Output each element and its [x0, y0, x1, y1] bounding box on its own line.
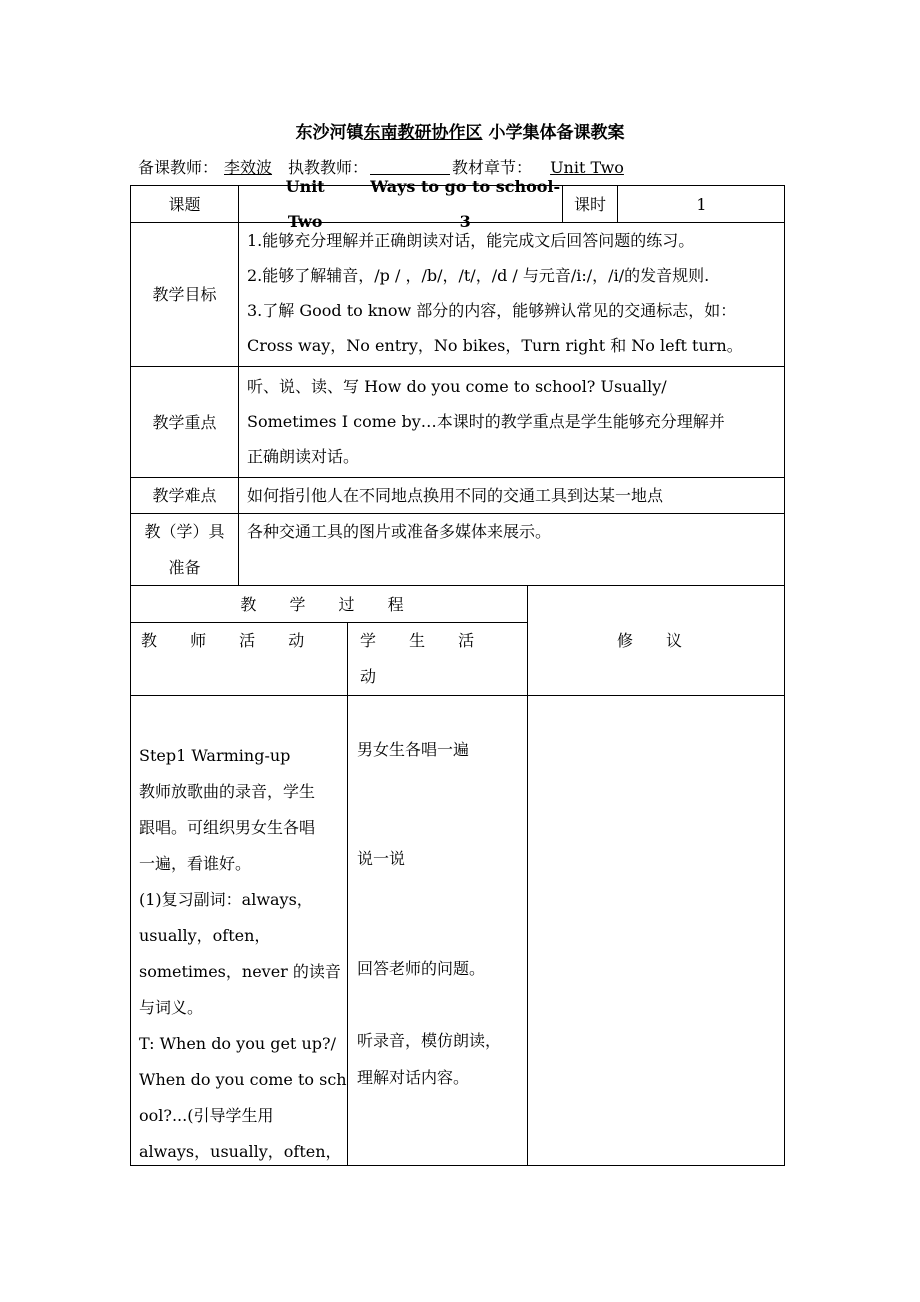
revision-header-cell [527, 585, 785, 695]
difficulty-text: 如何指引他人在不同地点换用不同的交通工具到达某一地点 [247, 486, 664, 505]
difficulty-label: 教学难点 [152, 486, 217, 505]
prep-teacher-label: 备课教师： [138, 158, 219, 177]
student-item: 说一说 [357, 849, 406, 868]
period-value-cell [617, 185, 785, 222]
revision-cell [527, 695, 785, 1166]
student-activity-header: 学 生 活 动 [360, 631, 489, 686]
teacher-activity-cell [130, 695, 347, 1166]
goal-line-1: 1.能够充分理解并正确朗读对话，能完成文后回答问题的练习。 [247, 231, 695, 250]
exec-teacher-label: 执教教师： [288, 158, 369, 177]
goals-label-cell [130, 222, 238, 366]
title-town: 东沙河镇 [295, 123, 364, 143]
topic-label: 课题 [168, 194, 201, 214]
keypoint-line-3: 正确朗读对话。 [247, 447, 360, 466]
teacher-line: always，usually，often， [139, 1142, 342, 1161]
goals-content-cell [238, 222, 785, 366]
teacher-line: 教师放歌曲的录音，学生 [139, 782, 316, 801]
process-header: 教 学 过 程 [240, 594, 418, 614]
teacher-line: 跟唱。可组织男女生各唱 [139, 818, 316, 837]
keypoints-content-cell [238, 366, 785, 477]
teacher-line: usually，often， [139, 926, 271, 945]
chapter-label: 教材章节： [452, 158, 533, 177]
student-item: 回答老师的问题。 [357, 959, 486, 978]
student-item: 听录音，模仿朗读， [357, 1031, 502, 1050]
keypoints-label-cell [130, 366, 238, 477]
student-item: 理解对话内容。 [357, 1068, 470, 1087]
difficulty-label-cell [130, 477, 238, 513]
student-activity-cell [347, 695, 527, 1166]
teacher-line: 与词义。 [139, 998, 204, 1017]
prep-teacher-value: 李效波 [224, 158, 273, 177]
teacher-line: T: When do you get up?/ [139, 1034, 336, 1053]
materials-label-line-2: 准备 [168, 558, 201, 577]
teacher-line: (1)复习副词：always， [139, 890, 313, 909]
teacher-line: 一遍，看谁好。 [139, 854, 252, 873]
period-value: 1 [696, 194, 707, 214]
title-doc-type: 小学集体备课教案 [488, 123, 625, 143]
process-header-cell [130, 585, 527, 622]
keypoint-line-1: 听、说、读、写 How do you come to school? Usually/ [247, 377, 667, 396]
topic-value-cell [238, 177, 562, 231]
topic-unit: Unit Two [285, 177, 325, 231]
goal-line-2: 2.能够了解辅音，/p / ，/b/，/t/，/d / 与元音/i:/，/i/的发音规则. [247, 266, 710, 285]
revision-header: 修 议 [616, 631, 697, 650]
topic-label-cell [130, 185, 238, 222]
teacher-line: Step1 Warming-up [139, 746, 291, 765]
materials-content-cell [238, 513, 785, 585]
teacher-header-cell [130, 622, 347, 695]
period-label: 课时 [573, 194, 606, 214]
teacher-line: When do you come to sch [139, 1070, 347, 1089]
topic-title: Ways to go to school-3 [370, 177, 561, 231]
period-label-cell [562, 185, 617, 222]
difficulty-content-cell [238, 477, 785, 513]
title-district: 东南教研协作区 [363, 123, 483, 143]
keypoints-label: 教学重点 [152, 412, 217, 432]
goals-label: 教学目标 [152, 285, 217, 304]
chapter-value: Unit Two [550, 158, 624, 177]
materials-label-cell [130, 513, 238, 585]
goal-line-4: Cross way，No entry，No bikes，Turn right 和 No left turn。 [247, 336, 743, 355]
student-header-cell [347, 622, 527, 695]
teacher-activity-header: 教 师 活 动 [141, 631, 319, 650]
materials-label-line-1: 教（学）具 [144, 522, 225, 541]
goal-line-3: 3.了解 Good to know 部分的内容，能够辨认常见的交通标志，如： [247, 301, 737, 320]
keypoint-line-2: Sometimes I come by…本课时的教学重点是学生能够充分理解并 [247, 412, 725, 431]
materials-text: 各种交通工具的图片或准备多媒体来展示。 [247, 522, 552, 541]
teacher-line: sometimes，never 的读音 [139, 962, 341, 981]
teacher-line: ool?...(引导学生用 [139, 1106, 274, 1125]
student-item: 男女生各唱一遍 [357, 740, 470, 759]
document-title [0, 118, 920, 143]
